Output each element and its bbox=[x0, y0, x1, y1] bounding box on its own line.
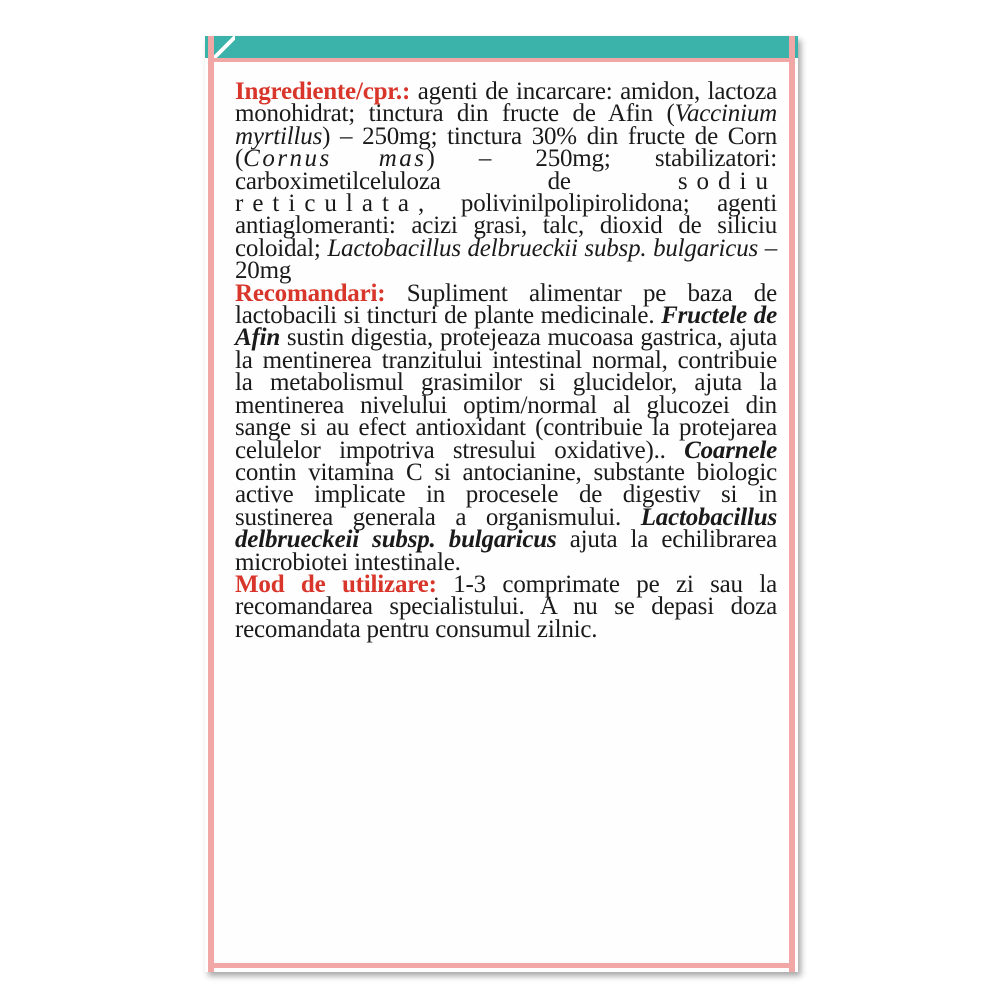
label-panel bbox=[205, 36, 798, 972]
recommendations-text-1: Supliment alimentar pe baza de lactobacili si tincturi de plante medicinale. bbox=[235, 279, 777, 330]
ingredients-text-2: ) – 250mg; tinctura 30% din fructe de Corn ( bbox=[235, 122, 777, 173]
ingredients-text-4: – 20mg bbox=[235, 234, 777, 285]
recommendations-bold-3: Lactobacillus delbrueckeii subsp. bulgaricus bbox=[235, 503, 777, 554]
recommendations-text-2: sustin digestia, protejeaza mucoasa gastrica, ajuta la mentinerea tranzitului intestinal normal, contribuie la metabolismul grasimilor si glucidelor, ajuta la mentinerea nivelului optim/normal al glucozei din sange si au efect antioxidant (contribuie la protejarea celulelor impotriva stresului oxidative).. bbox=[235, 324, 777, 464]
border-left bbox=[208, 36, 214, 972]
border-right bbox=[789, 36, 795, 972]
ingredients-text-3c: polivinilpolipirolidona; agenti antiaglomeranti: acizi grasi, talc, dioxid de siliciu coloidal; bbox=[235, 190, 777, 262]
ingredients-latin-3: Lactobacillus delbrueckii subsp. bulgaricus bbox=[327, 234, 759, 262]
ingredients-latin-2: Cornus mas bbox=[243, 145, 427, 173]
recommendations-bold-2: Coarnele bbox=[684, 436, 777, 464]
ingredients-text-1: agenti de incarcare: amidon, lactoza monohidrat; tinctura din fructe de Afin ( bbox=[235, 78, 777, 128]
top-color-band bbox=[205, 36, 798, 58]
ingredients-heading: Ingrediente/cpr.: bbox=[235, 78, 411, 105]
border-top bbox=[208, 58, 795, 62]
ingredients-text-3b: sodiu reticulata, bbox=[235, 167, 777, 218]
usage-heading: Mod de utilizare: bbox=[235, 570, 437, 598]
border-bottom bbox=[208, 963, 795, 968]
recommendations-text-3: contin vitamina C si antocianine, substante biologic active implicate in procesele de digestiv si in sustinerea generala a organismului. bbox=[235, 458, 777, 531]
recommendations-heading: Recomandari: bbox=[235, 279, 386, 307]
recommendations-bold-1: Fructele de Afin bbox=[235, 302, 777, 352]
recommendations-text-4: ajuta la echilibrarea microbiotei intestinale. bbox=[235, 526, 777, 576]
recommendations-paragraph bbox=[235, 279, 777, 576]
ingredients-text-3: ) – 250mg; stabilizatori: carboximetilceluloza de bbox=[235, 145, 777, 195]
ingredients-latin-1: Vaccinium myrtillus bbox=[235, 100, 777, 150]
usage-text: 1-3 comprimate pe zi sau la recomandarea specialistului. A nu se depasi doza recomandata pentru consumul zilnic. bbox=[235, 570, 777, 643]
ingredients-paragraph bbox=[235, 78, 777, 285]
band-corner-stripe bbox=[213, 36, 235, 58]
usage-paragraph bbox=[235, 570, 777, 643]
label-text bbox=[235, 78, 777, 643]
